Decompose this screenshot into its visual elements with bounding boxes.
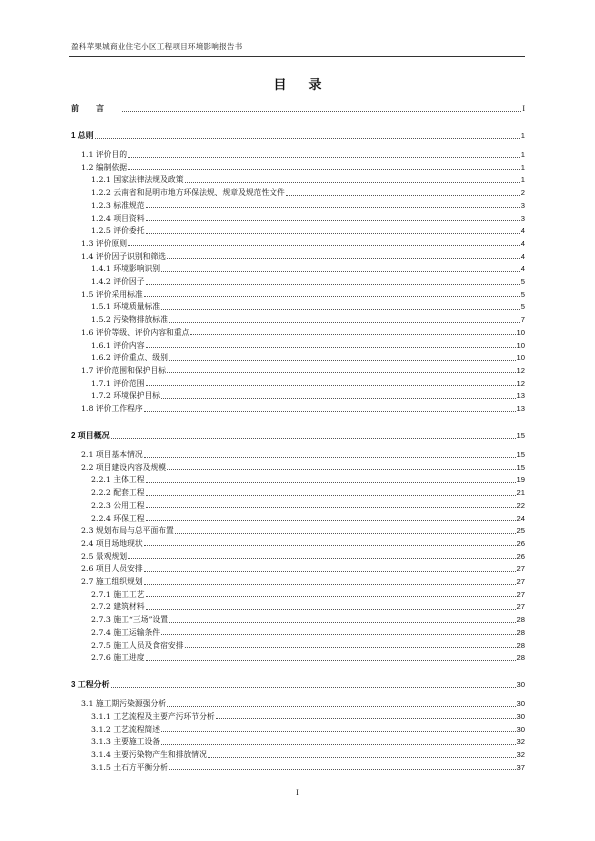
dot-leader [111, 437, 516, 439]
toc-entry-page: 28 [516, 653, 525, 663]
toc-entry-page: 4 [520, 238, 525, 248]
toc-entry[interactable] [81, 403, 525, 414]
toc-entry-title: 1 总则 [71, 131, 94, 140]
dot-leader [190, 333, 515, 335]
toc-entry[interactable] [81, 162, 525, 173]
toc-entry-page: 3 [520, 213, 525, 223]
toc-entry-title: 1.2 编制依据 [81, 162, 128, 172]
toc-entry-title: 1.8 评价工作程序 [81, 404, 143, 413]
toc-entry-title: 2.7.3 施工“三场”设置 [91, 615, 169, 625]
toc-entry[interactable] [91, 500, 525, 511]
toc-entry-title: 3.1.1 工艺流程及主要产污环节分析 [91, 711, 215, 721]
toc-entry-title: 1.6.1 评价内容 [91, 340, 145, 350]
toc-entry-page: 5 [520, 302, 525, 312]
dot-leader [161, 270, 520, 272]
toc-entry[interactable] [91, 614, 525, 625]
toc-entry-page: 19 [516, 475, 525, 485]
dot-leader [216, 717, 516, 719]
dot-leader [146, 219, 520, 221]
dot-leader [144, 570, 516, 572]
dot-leader [146, 283, 520, 285]
toc-entry[interactable] [91, 762, 525, 773]
toc-entry[interactable] [91, 724, 525, 735]
dot-leader [128, 557, 515, 559]
toc-entry[interactable] [81, 327, 525, 338]
page-number: I [296, 788, 299, 797]
toc-entry-title: 3 工程分析 [71, 680, 110, 690]
dot-leader [144, 544, 516, 546]
toc-entry-title: 1.2.4 项目资料 [91, 213, 145, 223]
dot-leader [146, 494, 516, 496]
toc-entry-page: 26 [516, 538, 525, 548]
toc-entry-page: 30 [516, 711, 525, 721]
toc-entry[interactable] [91, 474, 525, 485]
toc-entry-page: 10 [516, 353, 525, 363]
toc-entry-title: 2.2 项目建设内容及规模 [81, 462, 167, 472]
toc-entry-title: 1.3 评价原则 [81, 238, 128, 248]
toc-entry-page: 1 [520, 131, 525, 140]
toc-entry-title: 2.3 规划布局与总平面布置 [81, 526, 174, 536]
toc-entry-page: 4 [520, 251, 525, 261]
dot-leader [161, 743, 515, 745]
toc-entry-title: 2.2.2 配套工程 [91, 488, 145, 498]
toc-entry-page: I [522, 104, 525, 113]
toc-entry-page: 1 [520, 175, 525, 185]
toc-entry-page: 15 [516, 431, 525, 440]
dot-leader [169, 621, 515, 623]
toc-entry[interactable] [81, 462, 525, 473]
dot-leader [167, 257, 520, 259]
toc-entry-page: 15 [516, 450, 525, 459]
toc-entry-page: 13 [516, 391, 525, 401]
toc-entry-title: 2.7.6 施工进度 [91, 653, 145, 663]
toc-entry-title: 前言 [71, 103, 121, 113]
toc-entry-title: 2.1 项目基本情况 [81, 450, 143, 459]
toc-entry-title: 2.2.4 环保工程 [91, 513, 145, 523]
toc-entry-title: 1.5 评价采用标准 [81, 289, 143, 299]
dot-leader [146, 481, 516, 483]
dot-leader [128, 244, 520, 246]
dot-leader [128, 156, 520, 158]
toc-entry[interactable] [91, 736, 525, 747]
dot-leader [146, 519, 516, 521]
dot-leader [161, 308, 520, 310]
toc-entry-page: 3 [520, 200, 525, 210]
toc-entry-title: 1.4 评价因子识别和筛选 [81, 251, 167, 261]
toc-entry-page: 28 [516, 627, 525, 637]
toc-entry[interactable] [91, 390, 525, 401]
toc-entry[interactable] [81, 538, 525, 549]
dot-leader [175, 532, 516, 534]
dot-leader [146, 608, 516, 610]
toc-entry-title: 3.1.3 主要施工设备 [91, 737, 161, 747]
toc-entry[interactable] [91, 589, 525, 600]
toc-entry-title: 1.6.2 评价重点、级别 [91, 353, 168, 363]
toc-entry-page: 7 [520, 315, 525, 325]
toc-entry-title: 1.2.2 云南省和昆明市地方环保法规、规章及规范性文件 [91, 188, 285, 198]
toc-entry-title: 1.2.3 标准规范 [91, 200, 145, 210]
dot-leader [144, 456, 516, 458]
dot-leader [111, 686, 516, 688]
toc-entry-title: 2.2.1 主体工程 [91, 475, 145, 485]
dot-leader [167, 371, 515, 373]
toc-entry-title: 3.1.4 主要污染物产生和排放情况 [91, 750, 207, 759]
toc-entry-page: 12 [516, 378, 525, 388]
toc-entry[interactable] [91, 352, 525, 363]
toc-entry[interactable] [91, 276, 525, 287]
toc-entry[interactable] [71, 679, 525, 690]
dot-leader [161, 730, 515, 732]
toc-entry[interactable] [91, 601, 525, 612]
toc-entry-title: 1.7.1 评价范围 [91, 378, 145, 388]
toc-entry-title: 2.6 项目人员安排 [81, 564, 143, 574]
dot-leader [146, 346, 516, 348]
dot-leader [146, 232, 520, 234]
toc-entry-title: 3.1.5 土石方平衡分析 [91, 762, 168, 772]
dot-leader [144, 410, 516, 412]
dot-leader [161, 397, 515, 399]
toc-entry-title: 2.5 景观规划 [81, 551, 128, 561]
dot-leader [146, 506, 516, 508]
toc-entry-title: 2.7.5 施工人员及食宿安排 [91, 640, 184, 650]
toc-entry[interactable] [81, 238, 525, 249]
toc-entry-title: 1.5.1 环境质量标准 [91, 302, 161, 312]
toc-entry[interactable] [81, 698, 525, 709]
dot-leader [208, 756, 516, 758]
toc-entry-page: 5 [520, 277, 525, 286]
toc-entry-page: 24 [516, 513, 525, 523]
toc-entry[interactable] [71, 103, 525, 114]
toc-entry-title: 1.1 评价目的 [81, 150, 128, 159]
dot-leader [146, 595, 516, 597]
toc-entry-page: 37 [516, 762, 525, 772]
toc-entry[interactable] [81, 365, 525, 376]
dot-leader [144, 583, 516, 585]
toc-entry-title: 2.7 施工组织规划 [81, 577, 143, 586]
toc-entry[interactable] [91, 187, 525, 198]
toc-entry-page: 2 [520, 188, 525, 198]
toc-entry[interactable] [71, 430, 525, 441]
toc-entry[interactable] [91, 213, 525, 224]
toc-entry-page: 27 [516, 602, 525, 612]
toc-entry-page: 21 [516, 488, 525, 498]
toc-entry[interactable] [71, 130, 525, 141]
toc-entry-page: 13 [516, 404, 525, 413]
toc-entry-title: 1.4.1 环境影响识别 [91, 264, 161, 274]
toc-entry-page: 27 [516, 589, 525, 599]
toc-entry-page: 12 [516, 365, 525, 375]
dot-leader [169, 768, 516, 770]
toc-entry[interactable] [91, 487, 525, 498]
toc-entry[interactable] [91, 174, 525, 185]
toc-entry[interactable] [91, 301, 525, 312]
dot-leader [95, 137, 520, 139]
toc-entry[interactable] [91, 314, 525, 325]
toc-entry[interactable] [81, 576, 525, 587]
toc-entry-page: 27 [516, 577, 525, 586]
toc-entry-title: 3.1.2 工艺流程简述 [91, 724, 161, 734]
toc-entry-page: 10 [516, 340, 525, 350]
toc-entry[interactable] [91, 200, 525, 211]
dot-leader [146, 206, 520, 208]
dot-leader [185, 181, 520, 183]
toc-entry-page: 32 [516, 750, 525, 759]
dot-leader [185, 646, 516, 648]
page-title: 目录 [273, 78, 344, 93]
dot-leader [146, 384, 516, 386]
dot-leader [146, 659, 516, 661]
dot-leader [167, 705, 515, 707]
toc-entry-page: 1 [520, 162, 525, 172]
dot-leader [286, 194, 520, 196]
toc-entry[interactable] [91, 513, 525, 524]
toc-entry[interactable] [81, 551, 525, 562]
toc-entry-title: 1.5.2 污染物排放标准 [91, 315, 168, 325]
toc-entry-page: 1 [520, 150, 525, 159]
toc-entry[interactable] [91, 340, 525, 351]
toc-entry-page: 25 [516, 526, 525, 536]
toc-entry[interactable] [91, 627, 525, 638]
toc-entry-page: 30 [516, 724, 525, 734]
toc-entry[interactable] [81, 563, 525, 574]
toc-entry-page: 30 [516, 680, 525, 690]
toc-entry-page: 27 [516, 564, 525, 574]
toc-entry[interactable] [91, 749, 525, 760]
toc-entry-page: 10 [516, 327, 525, 337]
toc-entry-title: 1.6 评价等级、评价内容和重点 [81, 327, 190, 337]
toc-entry[interactable] [81, 251, 525, 262]
toc-entry-title: 1.2.1 国家法律法规及政策 [91, 175, 184, 185]
dot-leader [169, 321, 520, 323]
toc-entry-page: 22 [516, 500, 525, 510]
toc-entry[interactable] [91, 225, 525, 236]
toc-entry-title: 2.7.2 建筑材料 [91, 602, 145, 612]
toc-entry-title: 1.4.2 评价因子 [91, 277, 145, 286]
toc-entry[interactable] [91, 711, 525, 722]
toc-entry[interactable] [81, 289, 525, 300]
toc-entry[interactable] [81, 149, 525, 160]
dot-leader [169, 359, 516, 361]
toc-entry-title: 2 项目概况 [71, 431, 110, 440]
toc-entry-page: 30 [516, 699, 525, 709]
toc-entry[interactable] [91, 378, 525, 389]
dot-leader [161, 633, 515, 635]
dot-leader [122, 110, 521, 112]
dot-leader [167, 468, 515, 470]
toc-entry-page: 15 [516, 462, 525, 472]
toc-entry[interactable] [91, 640, 525, 651]
toc-entry-page: 26 [516, 551, 525, 561]
toc-entry[interactable] [81, 449, 525, 460]
toc-entry-title: 2.7.1 施工工艺 [91, 589, 145, 599]
dot-leader [144, 295, 520, 297]
toc-entry[interactable] [81, 525, 525, 536]
toc-entry[interactable] [91, 652, 525, 663]
running-header: 盈科苹果城商业住宅小区工程项目环境影响报告书 [71, 42, 243, 51]
toc-entry[interactable] [91, 263, 525, 274]
toc-entry-title: 1.7 评价范围和保护目标 [81, 365, 167, 375]
dot-leader [128, 168, 520, 170]
toc-entry-page: 4 [520, 226, 525, 236]
toc-entry-title: 1.2.5 评价委托 [91, 226, 145, 236]
toc-entry-title: 2.2.3 公用工程 [91, 500, 145, 510]
toc-entry-page: 28 [516, 640, 525, 650]
toc-entry-title: 3.1 施工期污染源强分析 [81, 699, 167, 709]
toc-entry-title: 2.4 项目场地现状 [81, 538, 143, 548]
toc-entry-page: 32 [516, 737, 525, 747]
toc-entry-page: 4 [520, 264, 525, 274]
toc-entry-title: 1.7.2 环境保护目标 [91, 391, 161, 401]
toc-entry-page: 5 [520, 289, 525, 299]
toc-entry-page: 28 [516, 615, 525, 625]
toc-entry-title: 2.7.4 施工运输条件 [91, 627, 161, 637]
